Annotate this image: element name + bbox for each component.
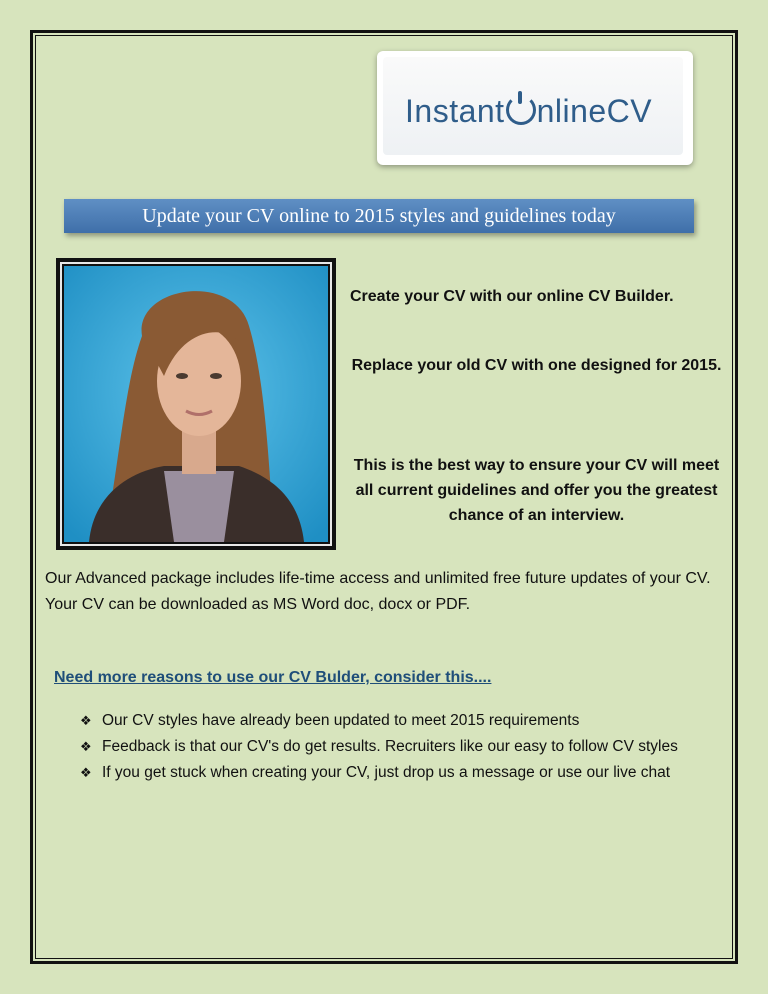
diamond-bullet-icon: ❖ (80, 713, 92, 728)
photo-border (60, 262, 332, 546)
diamond-bullet-icon: ❖ (80, 739, 92, 754)
reasons-heading-link[interactable]: Need more reasons to use our CV Bulder, consider this.... (54, 669, 492, 686)
list-item (80, 708, 678, 734)
reasons-list (80, 708, 678, 786)
headline-banner: Update your CV online to 2015 styles and guidelines today (64, 199, 694, 233)
list-item (80, 760, 678, 786)
logo-text-after: nlineCV (536, 93, 653, 129)
photo-frame (56, 258, 336, 550)
logo-text-before: Instant (405, 93, 505, 129)
logo-background (383, 57, 683, 155)
best-way-text: This is the best way to ensure your CV will meet all current guidelines and offer you the greatest chance of an interview. (353, 457, 720, 524)
diamond-bullet-icon: ❖ (80, 765, 92, 780)
power-icon (506, 95, 536, 125)
bullet-text: Our CV styles have already been updated to meet 2015 requirements (102, 712, 580, 729)
logo-text (405, 93, 652, 130)
replace-cv-text: Replace your old CV with one designed for 2015. (351, 357, 722, 374)
bullet-text: If you get stuck when creating your CV, just drop us a message or use our live chat (102, 764, 671, 781)
builder-intro: Create your CV with our online CV Builder. (350, 288, 674, 305)
person-photo (64, 266, 328, 542)
list-item (80, 734, 678, 760)
logo-card (377, 51, 693, 165)
bullet-text: Feedback is that our CV's do get results. Recruiters like our easy to follow CV styles (102, 738, 678, 755)
advanced-package-paragraph: Our Advanced package includes life-time access and unlimited free future updates of your CV. Your CV can be downloaded as MS Word doc, docx or PDF. (45, 570, 711, 613)
